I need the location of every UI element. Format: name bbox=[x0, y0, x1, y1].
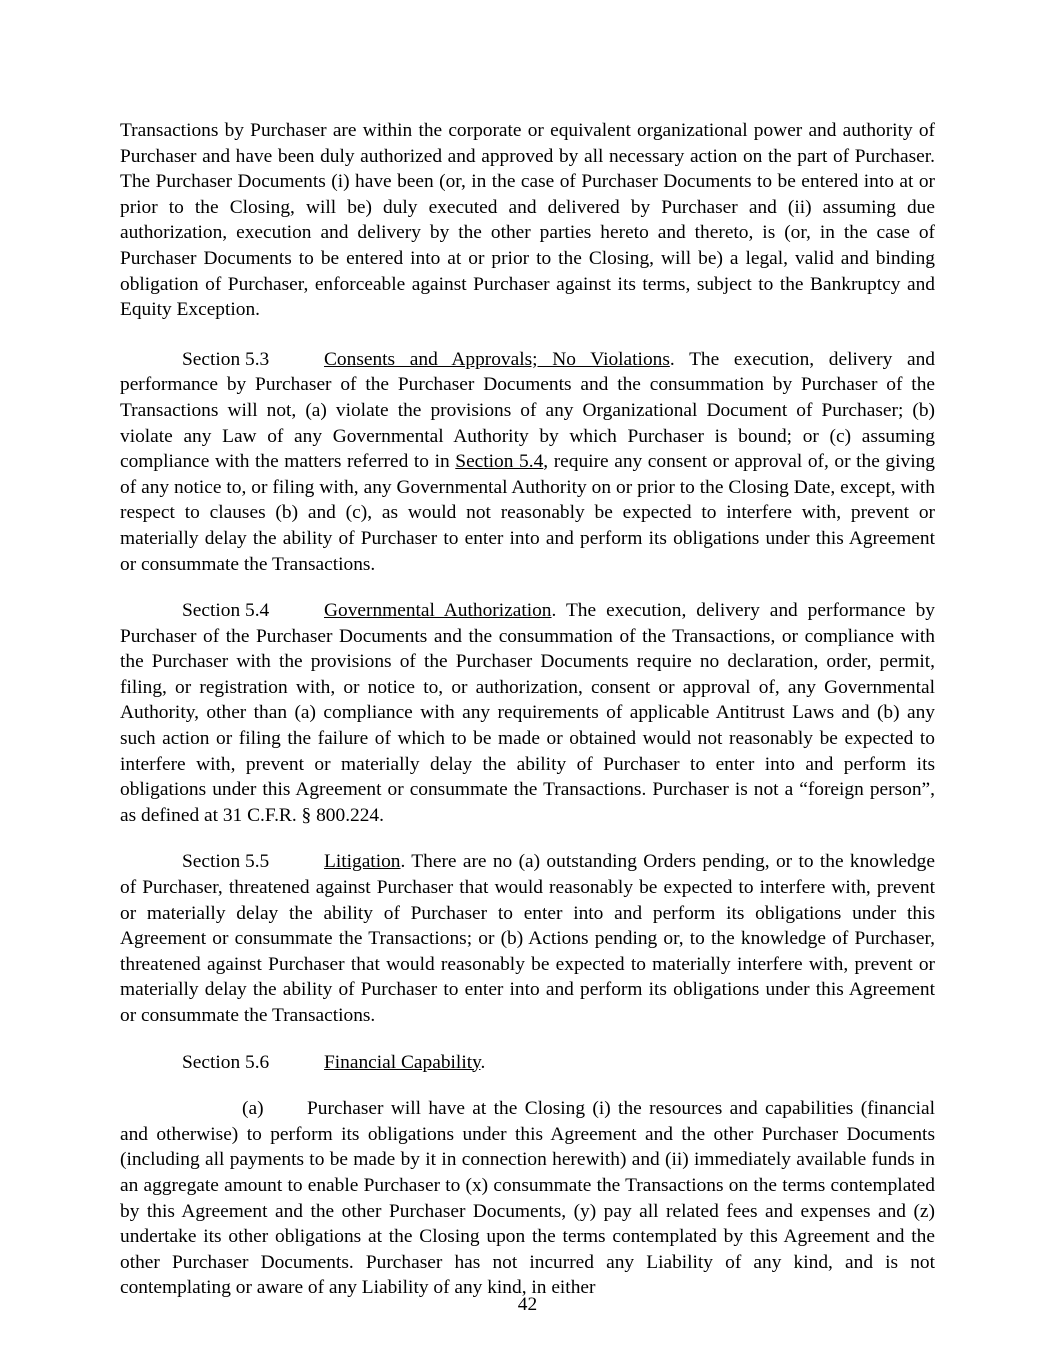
section-number: Section 5.5 bbox=[182, 851, 270, 873]
cross-reference-link[interactable]: Section 5.4 bbox=[455, 451, 544, 473]
section-text-after-ref: , require any consent or approval of, or the giving of any notice to, or filing with, any Governmental Authority on or prior to the Closing Date, except, with respect to clauses (b) and (c), as would not reasonably be expected to interfere with, prevent or materially delay the ability of Purchaser to enter into and perform its obligations under this Agreement or consummate the Transactions. bbox=[120, 451, 935, 575]
section-text: . There are no (a) outstanding Orders pending, or to the knowledge of Purchaser, threatened against Purchaser that would reasonably be expected to interfere with, prevent or materially delay the ability of Purchaser to enter into and perform its obligations under this Agreement or consummate the Transactions; or (b) Actions pending or, to the knowledge of Purchaser, threatened against Purchaser that would reasonably be expected to materially interfere with, prevent or materially delay the ability of Purchaser to enter into and perform its obligations under this Agreement or consummate the Transactions. bbox=[120, 851, 935, 1026]
subsection-label: (a) bbox=[242, 1098, 264, 1120]
section-text: . bbox=[480, 1051, 486, 1073]
section-number: Section 5.6 bbox=[182, 1051, 270, 1073]
section-heading: Litigation bbox=[324, 851, 401, 873]
section-heading: Governmental Authorization bbox=[324, 600, 552, 622]
subsection-5-6-a bbox=[120, 1096, 935, 1301]
section-5-4 bbox=[120, 598, 935, 828]
section-heading: Financial Capability bbox=[324, 1051, 481, 1073]
section-text: . The execution, delivery and performance by Purchaser of the Purchaser Documents and the consummation of the Transactions, or compliance with the Purchaser with the provisions of the Purchaser Documents require no declaration, order, permit, filing, or registration with, or notice to, or authorization, consent or approval of, any Governmental Authority, other than (a) compliance with any requirements of applicable Antitrust Laws and (b) any such action or filing the failure of which to be made or obtained would not reasonably be expected to interfere with, prevent or materially delay the ability of Purchaser to enter into and perform its obligations under this Agreement or consummate the Transactions. Purchaser is not a “foreign person”, as defined at 31 C.F.R. § 800.224. bbox=[120, 600, 935, 826]
section-5-6 bbox=[120, 1050, 935, 1076]
subsection-text: Purchaser will have at the Closing (i) the resources and capabilities (financial and otherwise) to perform its obligations under this Agreement and the other Purchaser Documents (including all payments to be made by it in connection herewith) and (ii) immediately available funds in an aggregate amount to enable Purchaser to (x) consummate the Transactions on the terms contemplated by this Agreement and the other Purchaser Documents, (y) pay all related fees and expenses and (z) undertake its other obligations at the Closing upon the terms contemplated by this Agreement and the other Purchaser Documents. Purchaser has not incurred any Liability of any kind, and is not contemplating or aware of any Liability of any kind, in either bbox=[120, 1098, 935, 1299]
section-heading: Consents and Approvals; No Violations bbox=[324, 348, 670, 370]
section-text-before-ref: . The execution, delivery and performance by Purchaser of the Purchaser Documents and the consummation by Purchaser of the Transactions will not, (a) violate the provisions of any Organizational Document of Purchaser; (b) violate any Law of any Governmental Authority by which Purchaser is bound; or (c) assuming compliance with the matters referred to in bbox=[120, 348, 935, 473]
paragraph-opening bbox=[120, 118, 935, 323]
section-5-5 bbox=[120, 849, 935, 1028]
document-body bbox=[120, 118, 935, 1301]
section-number: Section 5.3 bbox=[182, 348, 270, 370]
section-number: Section 5.4 bbox=[182, 600, 270, 622]
paragraph-text: Transactions by Purchaser are within the corporate or equivalent organizational power and authority of Purchaser and have been duly authorized and approved by all necessary action on the part of Purchaser. The Purchaser Documents (i) have been (or, in the case of Purchaser Documents to be entered into at or prior to the Closing, will be) duly executed and delivered by Purchaser and (ii) assuming due authorization, execution and delivery by the other parties hereto and thereto, is (or, in the case of Purchaser Documents to be entered into at or prior to the Closing, will be) a legal, valid and binding obligation of Purchaser, enforceable against Purchaser against its terms, subject to the Bankruptcy and Equity Exception. bbox=[120, 120, 935, 321]
page-number: 42 bbox=[517, 1294, 538, 1315]
section-5-3 bbox=[120, 347, 935, 577]
